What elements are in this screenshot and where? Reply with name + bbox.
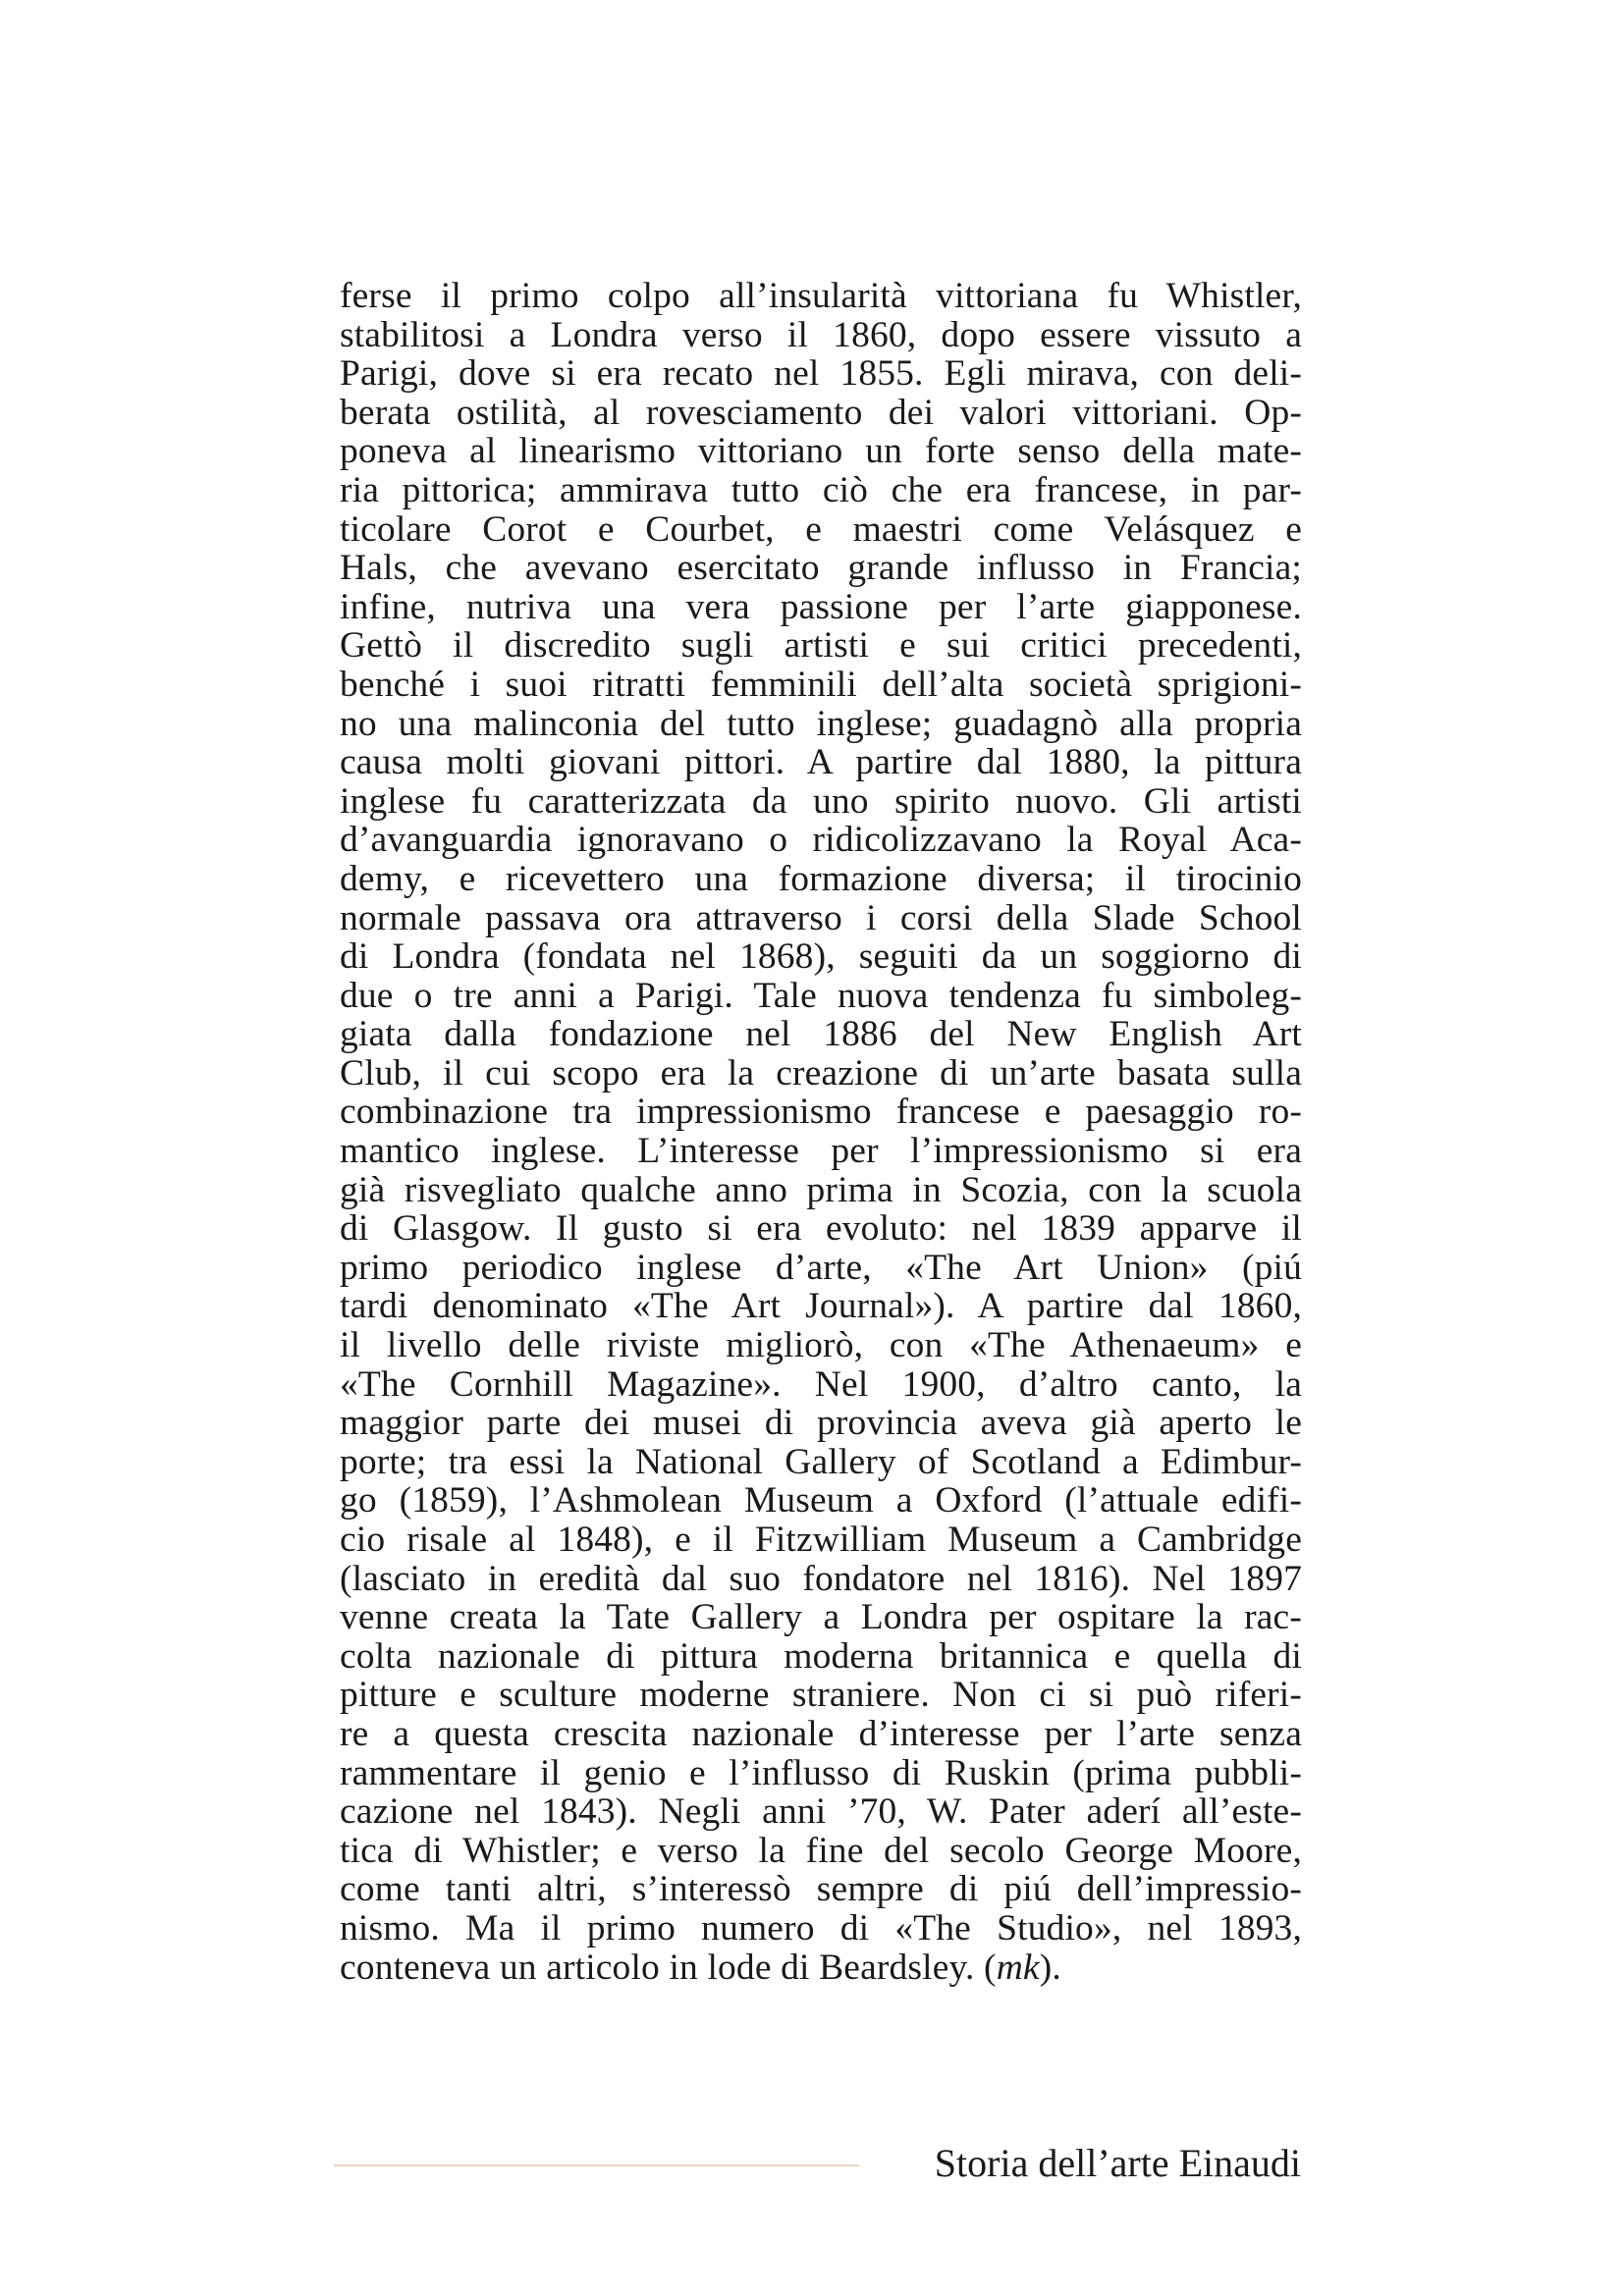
text-line: stabilitosi a Londra verso il 1860, dopo essere vissuto a — [340, 314, 1302, 355]
text-line: il livello delle riviste migliorò, con «The Athenaeum» e — [340, 1325, 1302, 1366]
text-line: ria pittorica; ammirava tutto ciò che era francese, in par- — [340, 469, 1302, 510]
text-line: (lasciato in eredità dal suo fondatore nel 1816). Nel 1897 — [340, 1558, 1302, 1599]
footer-rule — [334, 2164, 859, 2166]
text-line: primo periodico inglese d’arte, «The Art Union» (piú — [340, 1247, 1302, 1288]
text-line: di Londra (fondata nel 1868), seguiti da un soggiorno di — [340, 936, 1302, 978]
text-line: venne creata la Tate Gallery a Londra per ospitare la rac- — [340, 1597, 1302, 1638]
footer — [334, 2130, 1301, 2189]
text-line: colta nazionale di pittura moderna britannica e quella di — [340, 1635, 1302, 1677]
last-line-prefix: conteneva un articolo in lode di Beardsley. ( — [340, 1947, 997, 1988]
text-line: pitture e sculture moderne straniere. Non ci si può riferi- — [340, 1675, 1302, 1716]
text-line: mantico inglese. L’interesse per l’impressionismo si era — [340, 1131, 1302, 1172]
text-line: ferse il primo colpo all’insularità vittoriana fu Whistler, — [340, 276, 1302, 316]
author-initials: mk — [996, 1947, 1040, 1988]
text-line: ticolare Corot e Courbet, e maestri come Velásquez e — [340, 508, 1302, 550]
text-line: berata ostilità, al rovesciamento dei valori vittoriani. Op- — [340, 392, 1302, 433]
text-line: rammentare il genio e l’influsso di Ruskin (prima pubbli- — [340, 1752, 1302, 1793]
text-line: Parigi, dove si era recato nel 1855. Egli mirava, con deli- — [340, 353, 1302, 395]
text-line-last — [340, 1949, 1302, 1988]
text-line: Gettò il discredito sugli artisti e sui critici precedenti, — [340, 625, 1302, 667]
text-line: re a questa crescita nazionale d’interesse per l’arte senza — [340, 1713, 1302, 1754]
text-line: tardi denominato «The Art Journal»). A partire dal 1860, — [340, 1286, 1302, 1327]
text-line: maggior parte dei musei di provincia aveva già aperto le — [340, 1403, 1302, 1444]
text-line: come tanti altri, s’interessò sempre di piú dell’impressio- — [340, 1869, 1302, 1910]
text-line: nismo. Ma il primo numero di «The Studio», nel 1893, — [340, 1907, 1302, 1949]
text-line: infine, nutriva una vera passione per l’arte giapponese. — [340, 586, 1302, 627]
text-line: Club, il cui scopo era la creazione di un’arte basata sulla — [340, 1052, 1302, 1094]
text-line: giata dalla fondazione nel 1886 del New English Art — [340, 1014, 1302, 1055]
text-line: porte; tra essi la National Gallery of Scotland a Edimbur- — [340, 1441, 1302, 1482]
last-line-suffix: ). — [1039, 1947, 1061, 1988]
text-line: d’avanguardia ignoravano o ridicolizzavano la Royal Aca- — [340, 820, 1302, 861]
body-text — [340, 277, 1302, 1987]
text-line: causa molti giovani pittori. A partire dal 1880, la pittura — [340, 742, 1302, 783]
text-line: tica di Whistler; e verso la fine del secolo George Moore, — [340, 1830, 1302, 1871]
text-line: cazione nel 1843). Negli anni ’70, W. Pater aderí all’este- — [340, 1791, 1302, 1833]
text-line: cio risale al 1848), e il Fitzwilliam Museum a Cambridge — [340, 1520, 1302, 1560]
text-line: no una malinconia del tutto inglese; guadagnò alla propria — [340, 703, 1302, 744]
text-line: demy, e ricevettero una formazione diversa; il tirocinio — [340, 858, 1302, 899]
text-line: Hals, che avevano esercitato grande influsso in Francia; — [340, 548, 1302, 589]
text-line: già risvegliato qualche anno prima in Scozia, con la scuola — [340, 1169, 1302, 1210]
text-line: benché i suoi ritratti femminili dell’alta società sprigioni- — [340, 664, 1302, 705]
text-line: poneva al linearismo vittoriano un forte senso della mate- — [340, 431, 1302, 472]
publication-title: Storia dell’arte Einaudi — [934, 2141, 1301, 2185]
text-line: normale passava ora attraverso i corsi della Slade School — [340, 897, 1302, 938]
text-line: combinazione tra impressionismo francese e paesaggio ro- — [340, 1092, 1302, 1133]
text-line: di Glasgow. Il gusto si era evoluto: nel 1839 apparve il — [340, 1208, 1302, 1250]
text-line: go (1859), l’Ashmolean Museum a Oxford (l’attuale edifi- — [340, 1480, 1302, 1522]
text-line: inglese fu caratterizzata da uno spirito nuovo. Gli artisti — [340, 780, 1302, 822]
text-line: due o tre anni a Parigi. Tale nuova tendenza fu simboleg- — [340, 975, 1302, 1016]
text-line: «The Cornhill Magazine». Nel 1900, d’altro canto, la — [340, 1363, 1302, 1405]
